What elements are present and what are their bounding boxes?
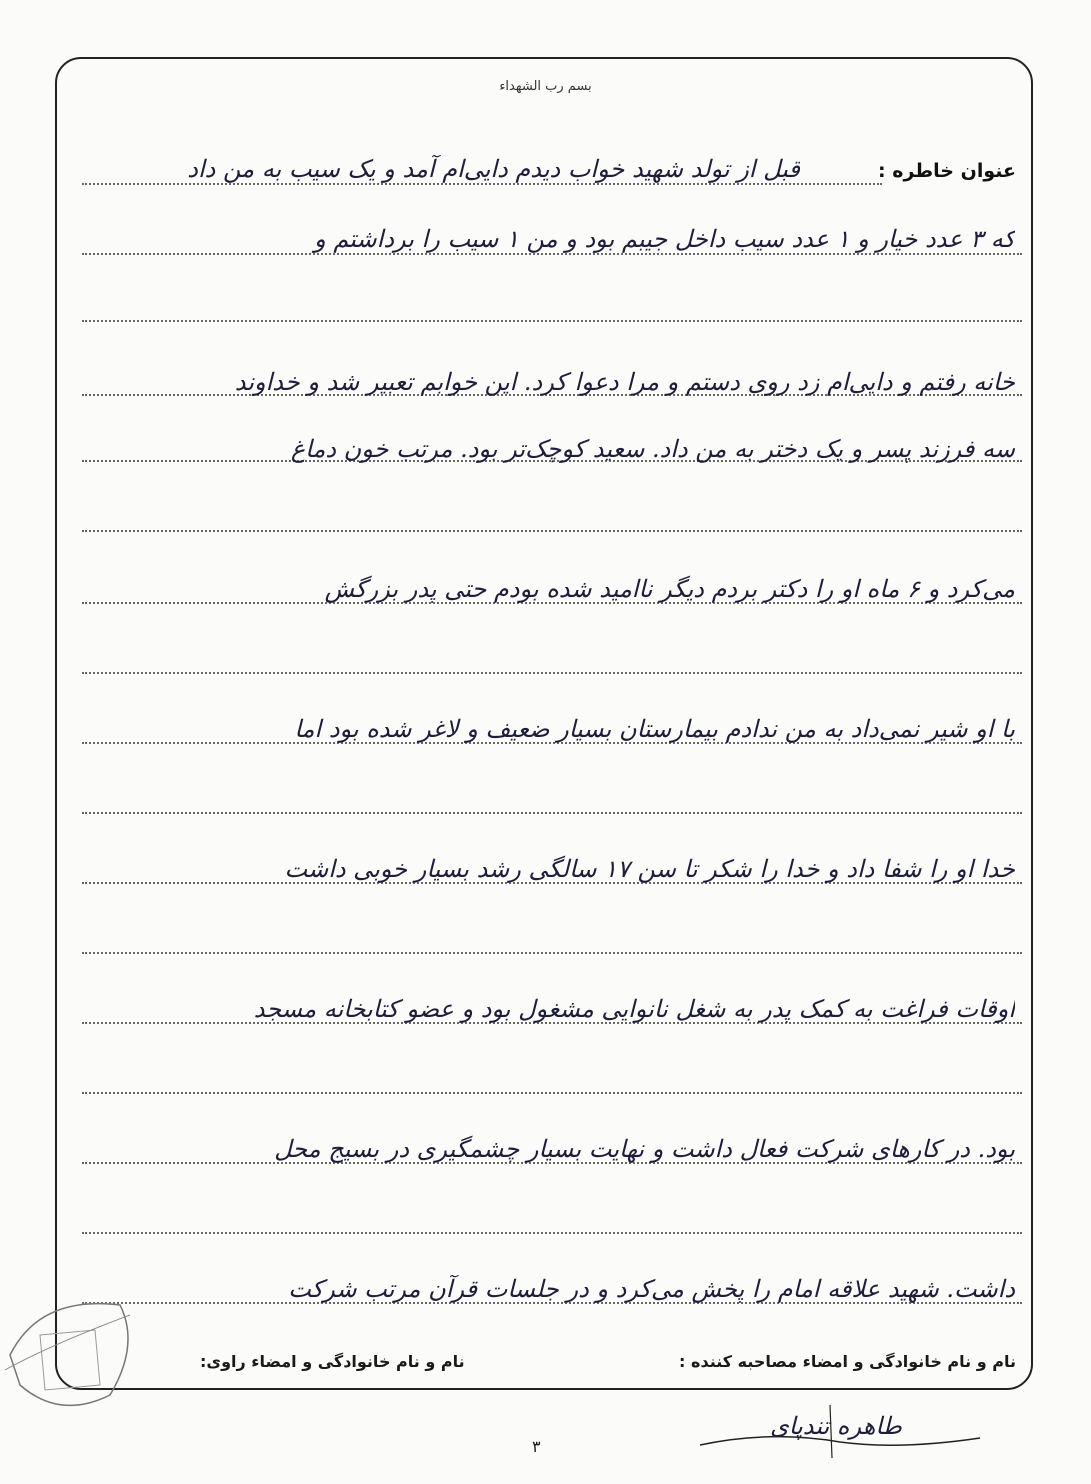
dotted-line bbox=[82, 812, 1022, 814]
dotted-line bbox=[82, 952, 1022, 954]
dotted-line bbox=[82, 1232, 1022, 1234]
memory-title-label: عنوان خاطره : bbox=[878, 160, 1016, 182]
page-number: ۳ bbox=[532, 1437, 541, 1456]
handwritten-line: بود. در کارهای شرکت فعال داشت و نهایت بسیار چشمگیری در بسیج محل bbox=[274, 1135, 1015, 1163]
stamp-mark bbox=[0, 1275, 150, 1425]
bismillah-header: بسم رب الشهداء bbox=[499, 79, 592, 94]
dotted-line bbox=[82, 1092, 1022, 1094]
handwritten-line: اوقات فراغت به کمک پدر به شغل نانوایی مشغول بود و عضو کتابخانه مسجد bbox=[253, 995, 1015, 1023]
dotted-line bbox=[82, 253, 1022, 255]
dotted-line bbox=[82, 672, 1022, 674]
narrator-signature: طاهره تندپای bbox=[770, 1412, 902, 1440]
narrator-signature-label: نام و نام خانوادگی و امضاء راوی: bbox=[200, 1352, 465, 1371]
handwritten-line: خدا او را شفا داد و خدا را شکر تا سن ۱۷ سالگی رشد بسیار خوبی داشت bbox=[284, 855, 1015, 883]
handwritten-line: داشت. شهید علاقه امام را پخش می‌کرد و در جلسات قرآن مرتب شرکت bbox=[288, 1275, 1015, 1303]
handwritten-line: خانه رفتم و دایی‌ام زد روی دستم و مرا دعوا کرد. این خوابم تعبیر شد و خداوند bbox=[234, 368, 1015, 396]
handwritten-line: سه فرزند پسر و یک دختر به من داد. سعید کوچک‌تر بود. مرتب خون دماغ bbox=[290, 435, 1015, 463]
handwritten-line: می‌کرد و ۶ ماه او را دکتر بردم دیگر ناامید شده بودم حتی پدر بزرگش bbox=[324, 575, 1015, 603]
interviewer-signature-label: نام و نام خانوادگی و امضاء مصاحبه کننده : bbox=[679, 1352, 1016, 1371]
handwritten-line: که ۳ عدد خیار و ۱ عدد سیب داخل جیبم بود و من ۱ سیب را برداشتم و bbox=[314, 225, 1015, 253]
handwritten-line: قبل از تولد شهید خواب دیدم دایی‌ام آمد و یک سیب به من داد bbox=[187, 155, 800, 183]
dotted-line bbox=[82, 183, 882, 185]
dotted-line bbox=[82, 320, 1022, 322]
handwritten-line: با او شیر نمی‌داد به من ندادم بیمارستان بسیار ضعیف و لاغر شده بود اما bbox=[294, 715, 1015, 743]
dotted-line bbox=[82, 530, 1022, 532]
